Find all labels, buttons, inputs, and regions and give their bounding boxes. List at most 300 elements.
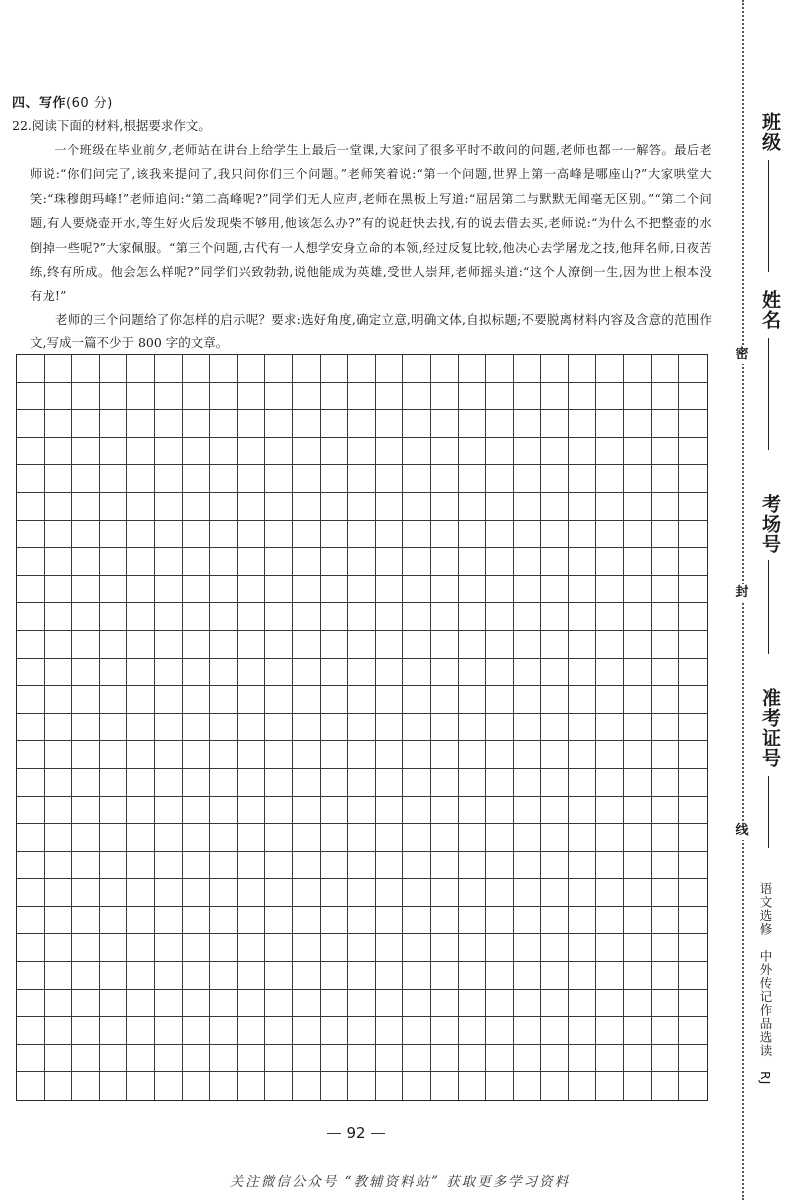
grid-cell[interactable]: [652, 1045, 680, 1073]
grid-cell[interactable]: [321, 410, 349, 438]
grid-cell[interactable]: [514, 797, 542, 825]
grid-cell[interactable]: [210, 907, 238, 935]
grid-cell[interactable]: [459, 852, 487, 880]
grid-cell[interactable]: [624, 714, 652, 742]
grid-cell[interactable]: [321, 576, 349, 604]
grid-cell[interactable]: [265, 576, 293, 604]
grid-cell[interactable]: [652, 548, 680, 576]
grid-cell[interactable]: [321, 1072, 349, 1100]
grid-cell[interactable]: [624, 990, 652, 1018]
grid-cell[interactable]: [127, 576, 155, 604]
grid-cell[interactable]: [17, 714, 45, 742]
grid-cell[interactable]: [265, 438, 293, 466]
grid-cell[interactable]: [238, 1072, 266, 1100]
grid-cell[interactable]: [624, 465, 652, 493]
grid-cell[interactable]: [596, 631, 624, 659]
grid-cell[interactable]: [321, 383, 349, 411]
grid-cell[interactable]: [293, 797, 321, 825]
grid-cell[interactable]: [72, 1045, 100, 1073]
grid-cell[interactable]: [348, 1017, 376, 1045]
grid-cell[interactable]: [72, 1072, 100, 1100]
grid-cell[interactable]: [127, 438, 155, 466]
grid-cell[interactable]: [486, 686, 514, 714]
grid-cell[interactable]: [265, 548, 293, 576]
grid-cell[interactable]: [376, 659, 404, 687]
grid-cell[interactable]: [679, 659, 707, 687]
grid-cell[interactable]: [293, 1072, 321, 1100]
grid-cell[interactable]: [238, 576, 266, 604]
grid-cell[interactable]: [72, 686, 100, 714]
grid-cell[interactable]: [376, 521, 404, 549]
grid-cell[interactable]: [348, 852, 376, 880]
grid-cell[interactable]: [514, 493, 542, 521]
grid-cell[interactable]: [541, 852, 569, 880]
grid-cell[interactable]: [624, 1072, 652, 1100]
grid-cell[interactable]: [45, 1017, 73, 1045]
grid-cell[interactable]: [155, 907, 183, 935]
grid-cell[interactable]: [293, 879, 321, 907]
grid-cell[interactable]: [376, 714, 404, 742]
grid-cell[interactable]: [624, 355, 652, 383]
grid-cell[interactable]: [210, 548, 238, 576]
grid-cell[interactable]: [624, 852, 652, 880]
grid-cell[interactable]: [17, 824, 45, 852]
grid-cell[interactable]: [321, 548, 349, 576]
grid-cell[interactable]: [486, 603, 514, 631]
grid-cell[interactable]: [183, 438, 211, 466]
grid-cell[interactable]: [624, 576, 652, 604]
grid-cell[interactable]: [210, 355, 238, 383]
grid-cell[interactable]: [210, 741, 238, 769]
grid-cell[interactable]: [17, 603, 45, 631]
grid-cell[interactable]: [376, 879, 404, 907]
grid-cell[interactable]: [431, 907, 459, 935]
grid-cell[interactable]: [486, 1017, 514, 1045]
grid-cell[interactable]: [596, 1017, 624, 1045]
grid-cell[interactable]: [127, 934, 155, 962]
grid-cell[interactable]: [183, 824, 211, 852]
grid-cell[interactable]: [321, 769, 349, 797]
grid-cell[interactable]: [183, 1072, 211, 1100]
grid-cell[interactable]: [486, 852, 514, 880]
grid-cell[interactable]: [321, 962, 349, 990]
grid-cell[interactable]: [541, 797, 569, 825]
grid-cell[interactable]: [321, 631, 349, 659]
grid-cell[interactable]: [238, 521, 266, 549]
grid-cell[interactable]: [183, 576, 211, 604]
grid-cell[interactable]: [596, 879, 624, 907]
grid-cell[interactable]: [17, 686, 45, 714]
grid-cell[interactable]: [596, 741, 624, 769]
grid-cell[interactable]: [265, 383, 293, 411]
grid-cell[interactable]: [679, 879, 707, 907]
grid-cell[interactable]: [541, 907, 569, 935]
grid-cell[interactable]: [100, 1017, 128, 1045]
grid-cell[interactable]: [183, 797, 211, 825]
grid-cell[interactable]: [127, 383, 155, 411]
grid-cell[interactable]: [514, 603, 542, 631]
grid-cell[interactable]: [431, 603, 459, 631]
grid-cell[interactable]: [486, 824, 514, 852]
grid-cell[interactable]: [459, 962, 487, 990]
grid-cell[interactable]: [210, 438, 238, 466]
grid-cell[interactable]: [596, 714, 624, 742]
grid-cell[interactable]: [596, 355, 624, 383]
grid-cell[interactable]: [238, 465, 266, 493]
grid-cell[interactable]: [210, 465, 238, 493]
grid-cell[interactable]: [321, 714, 349, 742]
grid-cell[interactable]: [155, 824, 183, 852]
name-field-line[interactable]: [768, 338, 769, 450]
grid-cell[interactable]: [376, 907, 404, 935]
grid-cell[interactable]: [403, 934, 431, 962]
grid-cell[interactable]: [155, 797, 183, 825]
grid-cell[interactable]: [72, 521, 100, 549]
grid-cell[interactable]: [348, 741, 376, 769]
grid-cell[interactable]: [17, 741, 45, 769]
grid-cell[interactable]: [155, 548, 183, 576]
grid-cell[interactable]: [210, 410, 238, 438]
grid-cell[interactable]: [596, 659, 624, 687]
grid-cell[interactable]: [514, 438, 542, 466]
grid-cell[interactable]: [624, 1045, 652, 1073]
grid-cell[interactable]: [596, 383, 624, 411]
grid-cell[interactable]: [265, 934, 293, 962]
grid-cell[interactable]: [293, 824, 321, 852]
grid-cell[interactable]: [127, 1017, 155, 1045]
grid-cell[interactable]: [596, 548, 624, 576]
grid-cell[interactable]: [348, 1045, 376, 1073]
grid-cell[interactable]: [514, 410, 542, 438]
grid-cell[interactable]: [624, 631, 652, 659]
grid-cell[interactable]: [486, 659, 514, 687]
grid-cell[interactable]: [238, 355, 266, 383]
grid-cell[interactable]: [45, 797, 73, 825]
grid-cell[interactable]: [431, 741, 459, 769]
grid-cell[interactable]: [321, 465, 349, 493]
grid-cell[interactable]: [238, 797, 266, 825]
grid-cell[interactable]: [403, 631, 431, 659]
grid-cell[interactable]: [293, 548, 321, 576]
grid-cell[interactable]: [541, 410, 569, 438]
grid-cell[interactable]: [17, 465, 45, 493]
grid-cell[interactable]: [183, 769, 211, 797]
grid-cell[interactable]: [238, 714, 266, 742]
grid-cell[interactable]: [183, 548, 211, 576]
grid-cell[interactable]: [127, 631, 155, 659]
grid-cell[interactable]: [459, 355, 487, 383]
grid-cell[interactable]: [45, 383, 73, 411]
grid-cell[interactable]: [403, 1045, 431, 1073]
grid-cell[interactable]: [569, 1072, 597, 1100]
grid-cell[interactable]: [238, 769, 266, 797]
grid-cell[interactable]: [376, 934, 404, 962]
grid-cell[interactable]: [72, 852, 100, 880]
grid-cell[interactable]: [265, 962, 293, 990]
grid-cell[interactable]: [403, 686, 431, 714]
grid-cell[interactable]: [72, 741, 100, 769]
grid-cell[interactable]: [403, 659, 431, 687]
grid-cell[interactable]: [210, 824, 238, 852]
grid-cell[interactable]: [486, 493, 514, 521]
grid-cell[interactable]: [459, 631, 487, 659]
grid-cell[interactable]: [155, 990, 183, 1018]
grid-cell[interactable]: [72, 659, 100, 687]
grid-cell[interactable]: [486, 714, 514, 742]
grid-cell[interactable]: [541, 824, 569, 852]
grid-cell[interactable]: [155, 631, 183, 659]
grid-cell[interactable]: [569, 686, 597, 714]
grid-cell[interactable]: [679, 521, 707, 549]
grid-cell[interactable]: [100, 576, 128, 604]
grid-cell[interactable]: [376, 824, 404, 852]
grid-cell[interactable]: [17, 493, 45, 521]
grid-cell[interactable]: [100, 659, 128, 687]
grid-cell[interactable]: [72, 907, 100, 935]
grid-cell[interactable]: [321, 1045, 349, 1073]
grid-cell[interactable]: [431, 631, 459, 659]
grid-cell[interactable]: [376, 383, 404, 411]
grid-cell[interactable]: [569, 907, 597, 935]
grid-cell[interactable]: [679, 824, 707, 852]
grid-cell[interactable]: [514, 548, 542, 576]
grid-cell[interactable]: [679, 383, 707, 411]
grid-cell[interactable]: [376, 769, 404, 797]
grid-cell[interactable]: [155, 769, 183, 797]
grid-cell[interactable]: [652, 493, 680, 521]
grid-cell[interactable]: [17, 934, 45, 962]
grid-cell[interactable]: [238, 1017, 266, 1045]
grid-cell[interactable]: [459, 659, 487, 687]
grid-cell[interactable]: [486, 521, 514, 549]
grid-cell[interactable]: [183, 493, 211, 521]
grid-cell[interactable]: [348, 659, 376, 687]
grid-cell[interactable]: [679, 465, 707, 493]
grid-cell[interactable]: [403, 383, 431, 411]
grid-cell[interactable]: [348, 410, 376, 438]
class-field[interactable]: [752, 112, 784, 272]
grid-cell[interactable]: [265, 879, 293, 907]
grid-cell[interactable]: [569, 962, 597, 990]
grid-cell[interactable]: [376, 686, 404, 714]
grid-cell[interactable]: [652, 1017, 680, 1045]
grid-cell[interactable]: [72, 769, 100, 797]
grid-cell[interactable]: [17, 1045, 45, 1073]
grid-cell[interactable]: [679, 438, 707, 466]
grid-cell[interactable]: [17, 907, 45, 935]
grid-cell[interactable]: [100, 548, 128, 576]
grid-cell[interactable]: [652, 410, 680, 438]
grid-cell[interactable]: [431, 576, 459, 604]
grid-cell[interactable]: [265, 990, 293, 1018]
grid-cell[interactable]: [679, 548, 707, 576]
grid-cell[interactable]: [293, 990, 321, 1018]
grid-cell[interactable]: [17, 548, 45, 576]
grid-cell[interactable]: [293, 383, 321, 411]
grid-cell[interactable]: [238, 493, 266, 521]
grid-cell[interactable]: [403, 548, 431, 576]
grid-cell[interactable]: [72, 714, 100, 742]
grid-cell[interactable]: [45, 631, 73, 659]
grid-cell[interactable]: [459, 741, 487, 769]
grid-cell[interactable]: [210, 769, 238, 797]
grid-cell[interactable]: [321, 1017, 349, 1045]
grid-cell[interactable]: [652, 576, 680, 604]
grid-cell[interactable]: [17, 521, 45, 549]
grid-cell[interactable]: [514, 741, 542, 769]
grid-cell[interactable]: [652, 631, 680, 659]
grid-cell[interactable]: [321, 934, 349, 962]
grid-cell[interactable]: [45, 493, 73, 521]
grid-cell[interactable]: [238, 934, 266, 962]
grid-cell[interactable]: [127, 741, 155, 769]
grid-cell[interactable]: [486, 548, 514, 576]
grid-cell[interactable]: [541, 438, 569, 466]
grid-cell[interactable]: [569, 990, 597, 1018]
grid-cell[interactable]: [100, 879, 128, 907]
grid-cell[interactable]: [17, 410, 45, 438]
grid-cell[interactable]: [514, 1072, 542, 1100]
grid-cell[interactable]: [265, 824, 293, 852]
grid-cell[interactable]: [569, 355, 597, 383]
grid-cell[interactable]: [624, 934, 652, 962]
grid-cell[interactable]: [459, 576, 487, 604]
grid-cell[interactable]: [72, 631, 100, 659]
grid-cell[interactable]: [17, 879, 45, 907]
grid-cell[interactable]: [210, 1017, 238, 1045]
grid-cell[interactable]: [265, 769, 293, 797]
grid-cell[interactable]: [348, 493, 376, 521]
grid-cell[interactable]: [183, 907, 211, 935]
grid-cell[interactable]: [348, 465, 376, 493]
grid-cell[interactable]: [652, 741, 680, 769]
grid-cell[interactable]: [72, 603, 100, 631]
exam-room-field[interactable]: [752, 494, 784, 654]
grid-cell[interactable]: [679, 769, 707, 797]
grid-cell[interactable]: [348, 879, 376, 907]
grid-cell[interactable]: [514, 521, 542, 549]
grid-cell[interactable]: [403, 907, 431, 935]
grid-cell[interactable]: [348, 714, 376, 742]
grid-cell[interactable]: [72, 797, 100, 825]
grid-cell[interactable]: [17, 631, 45, 659]
grid-cell[interactable]: [100, 990, 128, 1018]
grid-cell[interactable]: [486, 355, 514, 383]
grid-cell[interactable]: [596, 907, 624, 935]
grid-cell[interactable]: [45, 659, 73, 687]
grid-cell[interactable]: [541, 493, 569, 521]
grid-cell[interactable]: [348, 686, 376, 714]
grid-cell[interactable]: [17, 962, 45, 990]
grid-cell[interactable]: [652, 714, 680, 742]
grid-cell[interactable]: [431, 493, 459, 521]
grid-cell[interactable]: [679, 603, 707, 631]
grid-cell[interactable]: [679, 1017, 707, 1045]
grid-cell[interactable]: [514, 934, 542, 962]
grid-cell[interactable]: [541, 962, 569, 990]
grid-cell[interactable]: [569, 797, 597, 825]
grid-cell[interactable]: [514, 852, 542, 880]
grid-cell[interactable]: [652, 438, 680, 466]
grid-cell[interactable]: [376, 631, 404, 659]
grid-cell[interactable]: [238, 686, 266, 714]
grid-cell[interactable]: [376, 576, 404, 604]
grid-cell[interactable]: [679, 990, 707, 1018]
grid-cell[interactable]: [679, 686, 707, 714]
grid-cell[interactable]: [431, 797, 459, 825]
grid-cell[interactable]: [403, 603, 431, 631]
grid-cell[interactable]: [624, 907, 652, 935]
grid-cell[interactable]: [210, 659, 238, 687]
grid-cell[interactable]: [155, 576, 183, 604]
grid-cell[interactable]: [431, 934, 459, 962]
grid-cell[interactable]: [238, 879, 266, 907]
grid-cell[interactable]: [72, 934, 100, 962]
grid-cell[interactable]: [541, 990, 569, 1018]
grid-cell[interactable]: [72, 1017, 100, 1045]
grid-cell[interactable]: [127, 355, 155, 383]
grid-cell[interactable]: [459, 907, 487, 935]
grid-cell[interactable]: [293, 410, 321, 438]
grid-cell[interactable]: [17, 1072, 45, 1100]
grid-cell[interactable]: [403, 769, 431, 797]
grid-cell[interactable]: [431, 1045, 459, 1073]
grid-cell[interactable]: [569, 465, 597, 493]
grid-cell[interactable]: [17, 438, 45, 466]
grid-cell[interactable]: [459, 714, 487, 742]
grid-cell[interactable]: [72, 465, 100, 493]
grid-cell[interactable]: [652, 824, 680, 852]
grid-cell[interactable]: [45, 355, 73, 383]
grid-cell[interactable]: [679, 1045, 707, 1073]
grid-cell[interactable]: [265, 1072, 293, 1100]
grid-cell[interactable]: [183, 879, 211, 907]
grid-cell[interactable]: [321, 686, 349, 714]
grid-cell[interactable]: [679, 1072, 707, 1100]
grid-cell[interactable]: [183, 383, 211, 411]
grid-cell[interactable]: [431, 548, 459, 576]
grid-cell[interactable]: [376, 438, 404, 466]
grid-cell[interactable]: [459, 934, 487, 962]
grid-cell[interactable]: [348, 383, 376, 411]
grid-cell[interactable]: [514, 465, 542, 493]
grid-cell[interactable]: [238, 962, 266, 990]
grid-cell[interactable]: [293, 714, 321, 742]
grid-cell[interactable]: [569, 934, 597, 962]
grid-cell[interactable]: [679, 962, 707, 990]
grid-cell[interactable]: [155, 603, 183, 631]
grid-cell[interactable]: [459, 548, 487, 576]
grid-cell[interactable]: [100, 1045, 128, 1073]
grid-cell[interactable]: [100, 521, 128, 549]
grid-cell[interactable]: [348, 934, 376, 962]
grid-cell[interactable]: [45, 852, 73, 880]
grid-cell[interactable]: [624, 383, 652, 411]
grid-cell[interactable]: [679, 355, 707, 383]
grid-cell[interactable]: [486, 631, 514, 659]
grid-cell[interactable]: [183, 521, 211, 549]
grid-cell[interactable]: [183, 1017, 211, 1045]
grid-cell[interactable]: [238, 659, 266, 687]
grid-cell[interactable]: [127, 1045, 155, 1073]
grid-cell[interactable]: [293, 769, 321, 797]
grid-cell[interactable]: [596, 852, 624, 880]
grid-cell[interactable]: [541, 1045, 569, 1073]
grid-cell[interactable]: [321, 741, 349, 769]
grid-cell[interactable]: [376, 797, 404, 825]
grid-cell[interactable]: [265, 714, 293, 742]
grid-cell[interactable]: [459, 383, 487, 411]
